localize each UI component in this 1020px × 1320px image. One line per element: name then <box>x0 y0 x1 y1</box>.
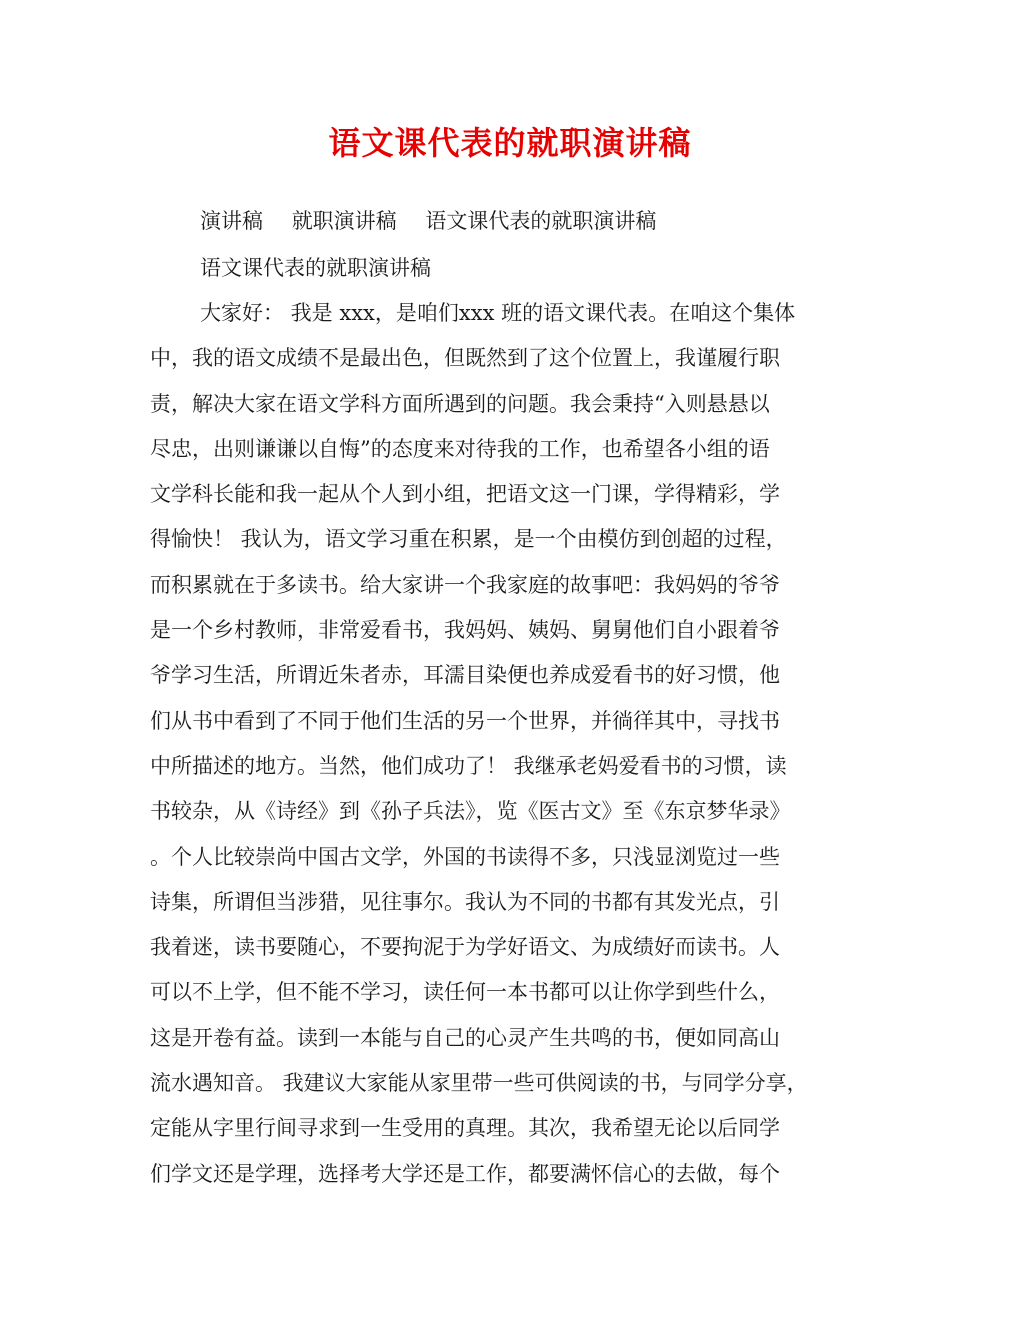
body-line: 中，我的语文成绩不是最出色，但既然到了这个位置上，我谨履行职 <box>150 346 780 371</box>
document-title: 语文课代表的就职演讲稿 <box>328 124 692 162</box>
body-line: 可以不上学，但不能不学习，读任何一本书都可以让你学到些什么， <box>150 980 780 1005</box>
tag-item: 语文课代表的就职演讲稿 <box>425 209 657 233</box>
body-line: 诗集，所谓但当涉猎，见往事尔。我认为不同的书都有其发光点，引 <box>150 889 780 914</box>
body-line: 得愉快！ 我认为，语文学习重在积累，是一个由模仿到创超的过程， <box>150 527 787 552</box>
document-body <box>150 295 870 1201</box>
body-line: 我着迷，读书要随心，不要拘泥于为学好语文、为成绩好而读书。人 <box>150 935 780 960</box>
body-line: 定能从字里行间寻求到一生受用的真理。其次，我希望无论以后同学 <box>150 1116 780 1141</box>
tag-item: 就职演讲稿 <box>291 209 397 233</box>
body-line: 而积累就在于多读书。给大家讲一个我家庭的故事吧：我妈妈的爷爷 <box>150 572 780 597</box>
body-line: 书较杂，从《诗经》到《孙子兵法》，览《医古文》至《东京梦华录》 <box>150 799 791 824</box>
body-line: 爷学习生活，所谓近朱者赤，耳濡目染便也养成爱看书的好习惯，他 <box>150 663 780 688</box>
body-line: 流水遇知音。 我建议大家能从家里带一些可供阅读的书，与同学分享， <box>150 1071 808 1096</box>
body-line: 是一个乡村教师，非常爱看书，我妈妈、姨妈、舅舅他们自小跟着爷 <box>150 618 780 643</box>
body-line: 大家好： 我是 xxx，是咱们xxx 班的语文课代表。在咱这个集体 <box>200 301 796 325</box>
body-line: 。个人比较崇尚中国古文学，外国的书读得不多，只浅显浏览过一些 <box>150 844 780 869</box>
body-line: 责，解决大家在语文学科方面所遇到的问题。我会秉持“入则悬悬以 <box>150 391 770 416</box>
body-line: 们学文还是学理，选择考大学还是工作，都要满怀信心的去做，每个 <box>150 1161 780 1186</box>
body-line: 文学科长能和我一起从个人到小组，把语文这一门课，学得精彩，学 <box>150 482 780 507</box>
body-line: 中所描述的地方。当然，他们成功了！ 我继承老妈爱看书的习惯，读 <box>150 753 787 778</box>
document-subtitle: 语文课代表的就职演讲稿 <box>200 256 431 280</box>
body-line: 尽忠，出则谦谦以自悔”的态度来对待我的工作，也希望各小组的语 <box>150 436 770 461</box>
tag-item: 演讲稿 <box>200 209 263 233</box>
keyword-tags <box>200 203 656 239</box>
body-line: 们从书中看到了不同于他们生活的另一个世界，并徜徉其中，寻找书 <box>150 708 780 733</box>
body-line: 这是开卷有益。读到一本能与自己的心灵产生共鸣的书，便如同高山 <box>150 1025 780 1050</box>
